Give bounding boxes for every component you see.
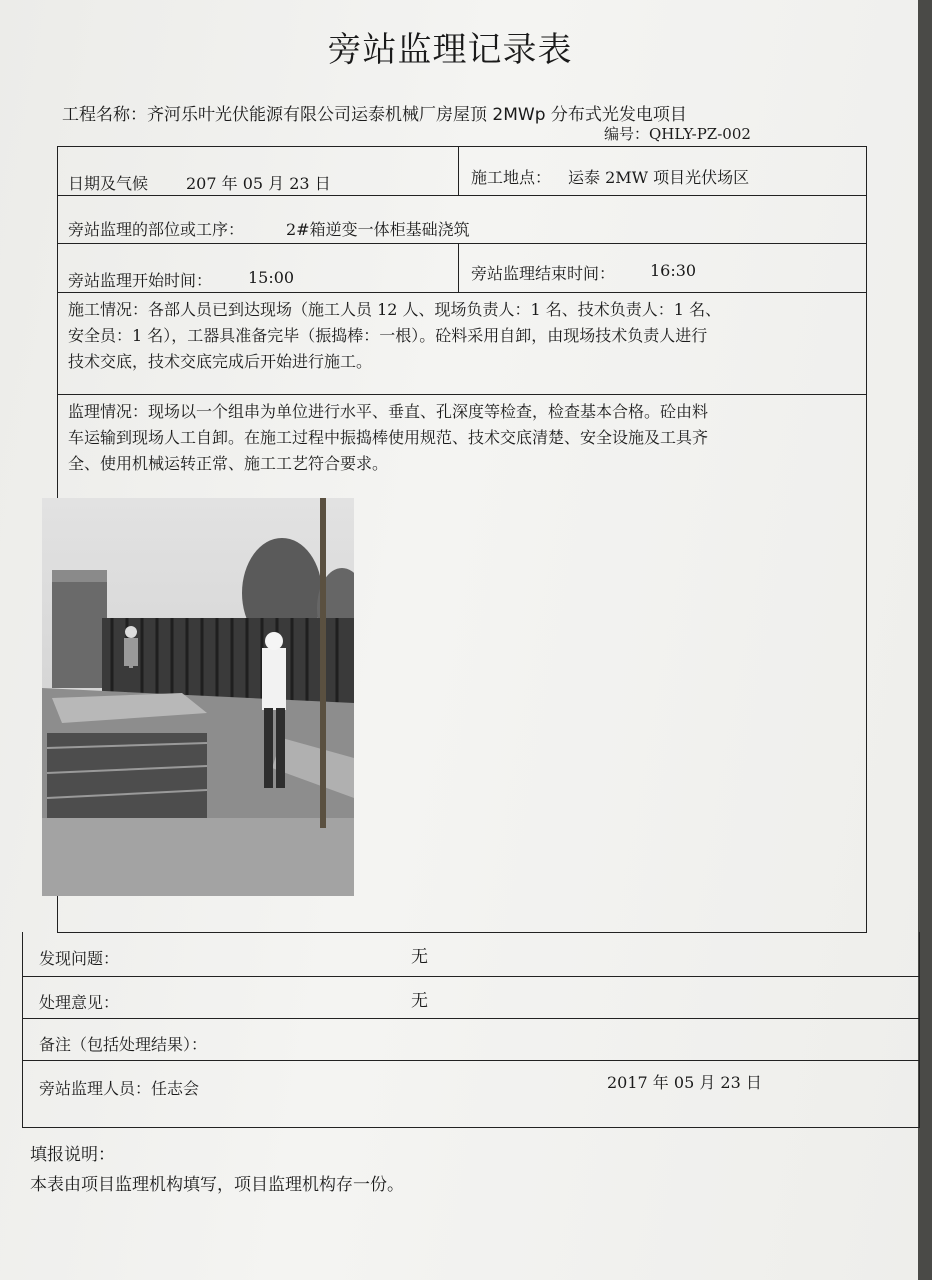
site-label: 施工地点： xyxy=(471,168,552,187)
date-weather-label: 日期及气候 xyxy=(68,174,149,193)
supervision-line-1: 监理情况：现场以一个组串为单位进行水平、垂直、孔深度等检查，检查基本合格。砼由料 xyxy=(68,402,709,421)
supervision-line-3: 全、使用机械运转正常、施工工艺符合要求。 xyxy=(68,454,389,473)
row-divider xyxy=(23,1018,919,1019)
remarks-label: 备注（包括处理结果）： xyxy=(39,1035,208,1054)
lower-form-table xyxy=(22,932,920,1128)
construction-status xyxy=(68,297,863,375)
project-name: 工程名称：齐河乐叶光伏能源有限公司运泰机械厂房屋顶 2MWp 分布式光发电项目 xyxy=(62,105,687,125)
construction-line-1: 施工情况：各部人员已到达现场（施工人员 12 人、现场负责人：1 名、技术负责人：1 名、 xyxy=(68,300,722,319)
signoff-date: 2017 年 05 月 23 日 xyxy=(607,1073,762,1092)
construction-line-2: 安全员：1 名），工器具准备完毕（振捣棒：一根）。砼料采用自卸，由现场技术负责人进行 xyxy=(68,326,708,345)
row-divider xyxy=(23,976,919,977)
site-photo xyxy=(42,498,354,896)
serial-number: 编号：QHLY-PZ-002 xyxy=(604,125,751,143)
row-divider xyxy=(58,243,866,244)
date-weather-value: 207 年 05 月 23 日 xyxy=(186,174,331,193)
issues-value: 无 xyxy=(411,947,428,967)
part-value: 2#箱逆变一体柜基础浇筑 xyxy=(286,220,470,239)
column-divider xyxy=(458,147,459,195)
row-divider xyxy=(23,1060,919,1061)
end-time-label: 旁站监理结束时间： xyxy=(471,264,616,283)
column-divider xyxy=(458,243,459,292)
supervision-status xyxy=(68,399,863,477)
issues-label: 发现问题： xyxy=(39,949,120,968)
handling-value: 无 xyxy=(411,991,428,1011)
construction-line-3: 技术交底，技术交底完成后开始进行施工。 xyxy=(68,352,373,371)
row-divider xyxy=(58,195,866,196)
part-label: 旁站监理的部位或工序： xyxy=(68,220,245,239)
form-title: 旁站监理记录表 xyxy=(327,30,573,70)
site-photo-image xyxy=(42,498,354,896)
start-time-value: 15:00 xyxy=(248,268,295,287)
footer-heading: 填报说明： xyxy=(30,1145,115,1165)
site-value: 运泰 2MW 项目光伏场区 xyxy=(568,168,750,187)
row-divider xyxy=(58,292,866,293)
handling-label: 处理意见： xyxy=(39,993,120,1012)
footer-note: 本表由项目监理机构填写，项目监理机构存一份。 xyxy=(30,1175,404,1195)
supervision-line-2: 车运输到现场人工自卸。在施工过程中振捣棒使用规范、技术交底清楚、安全设施及工具齐 xyxy=(68,428,709,447)
supervisor-label: 旁站监理人员：任志会 xyxy=(39,1079,200,1098)
end-time-value: 16:30 xyxy=(650,261,697,280)
row-divider xyxy=(58,394,866,395)
start-time-label: 旁站监理开始时间： xyxy=(68,271,213,290)
